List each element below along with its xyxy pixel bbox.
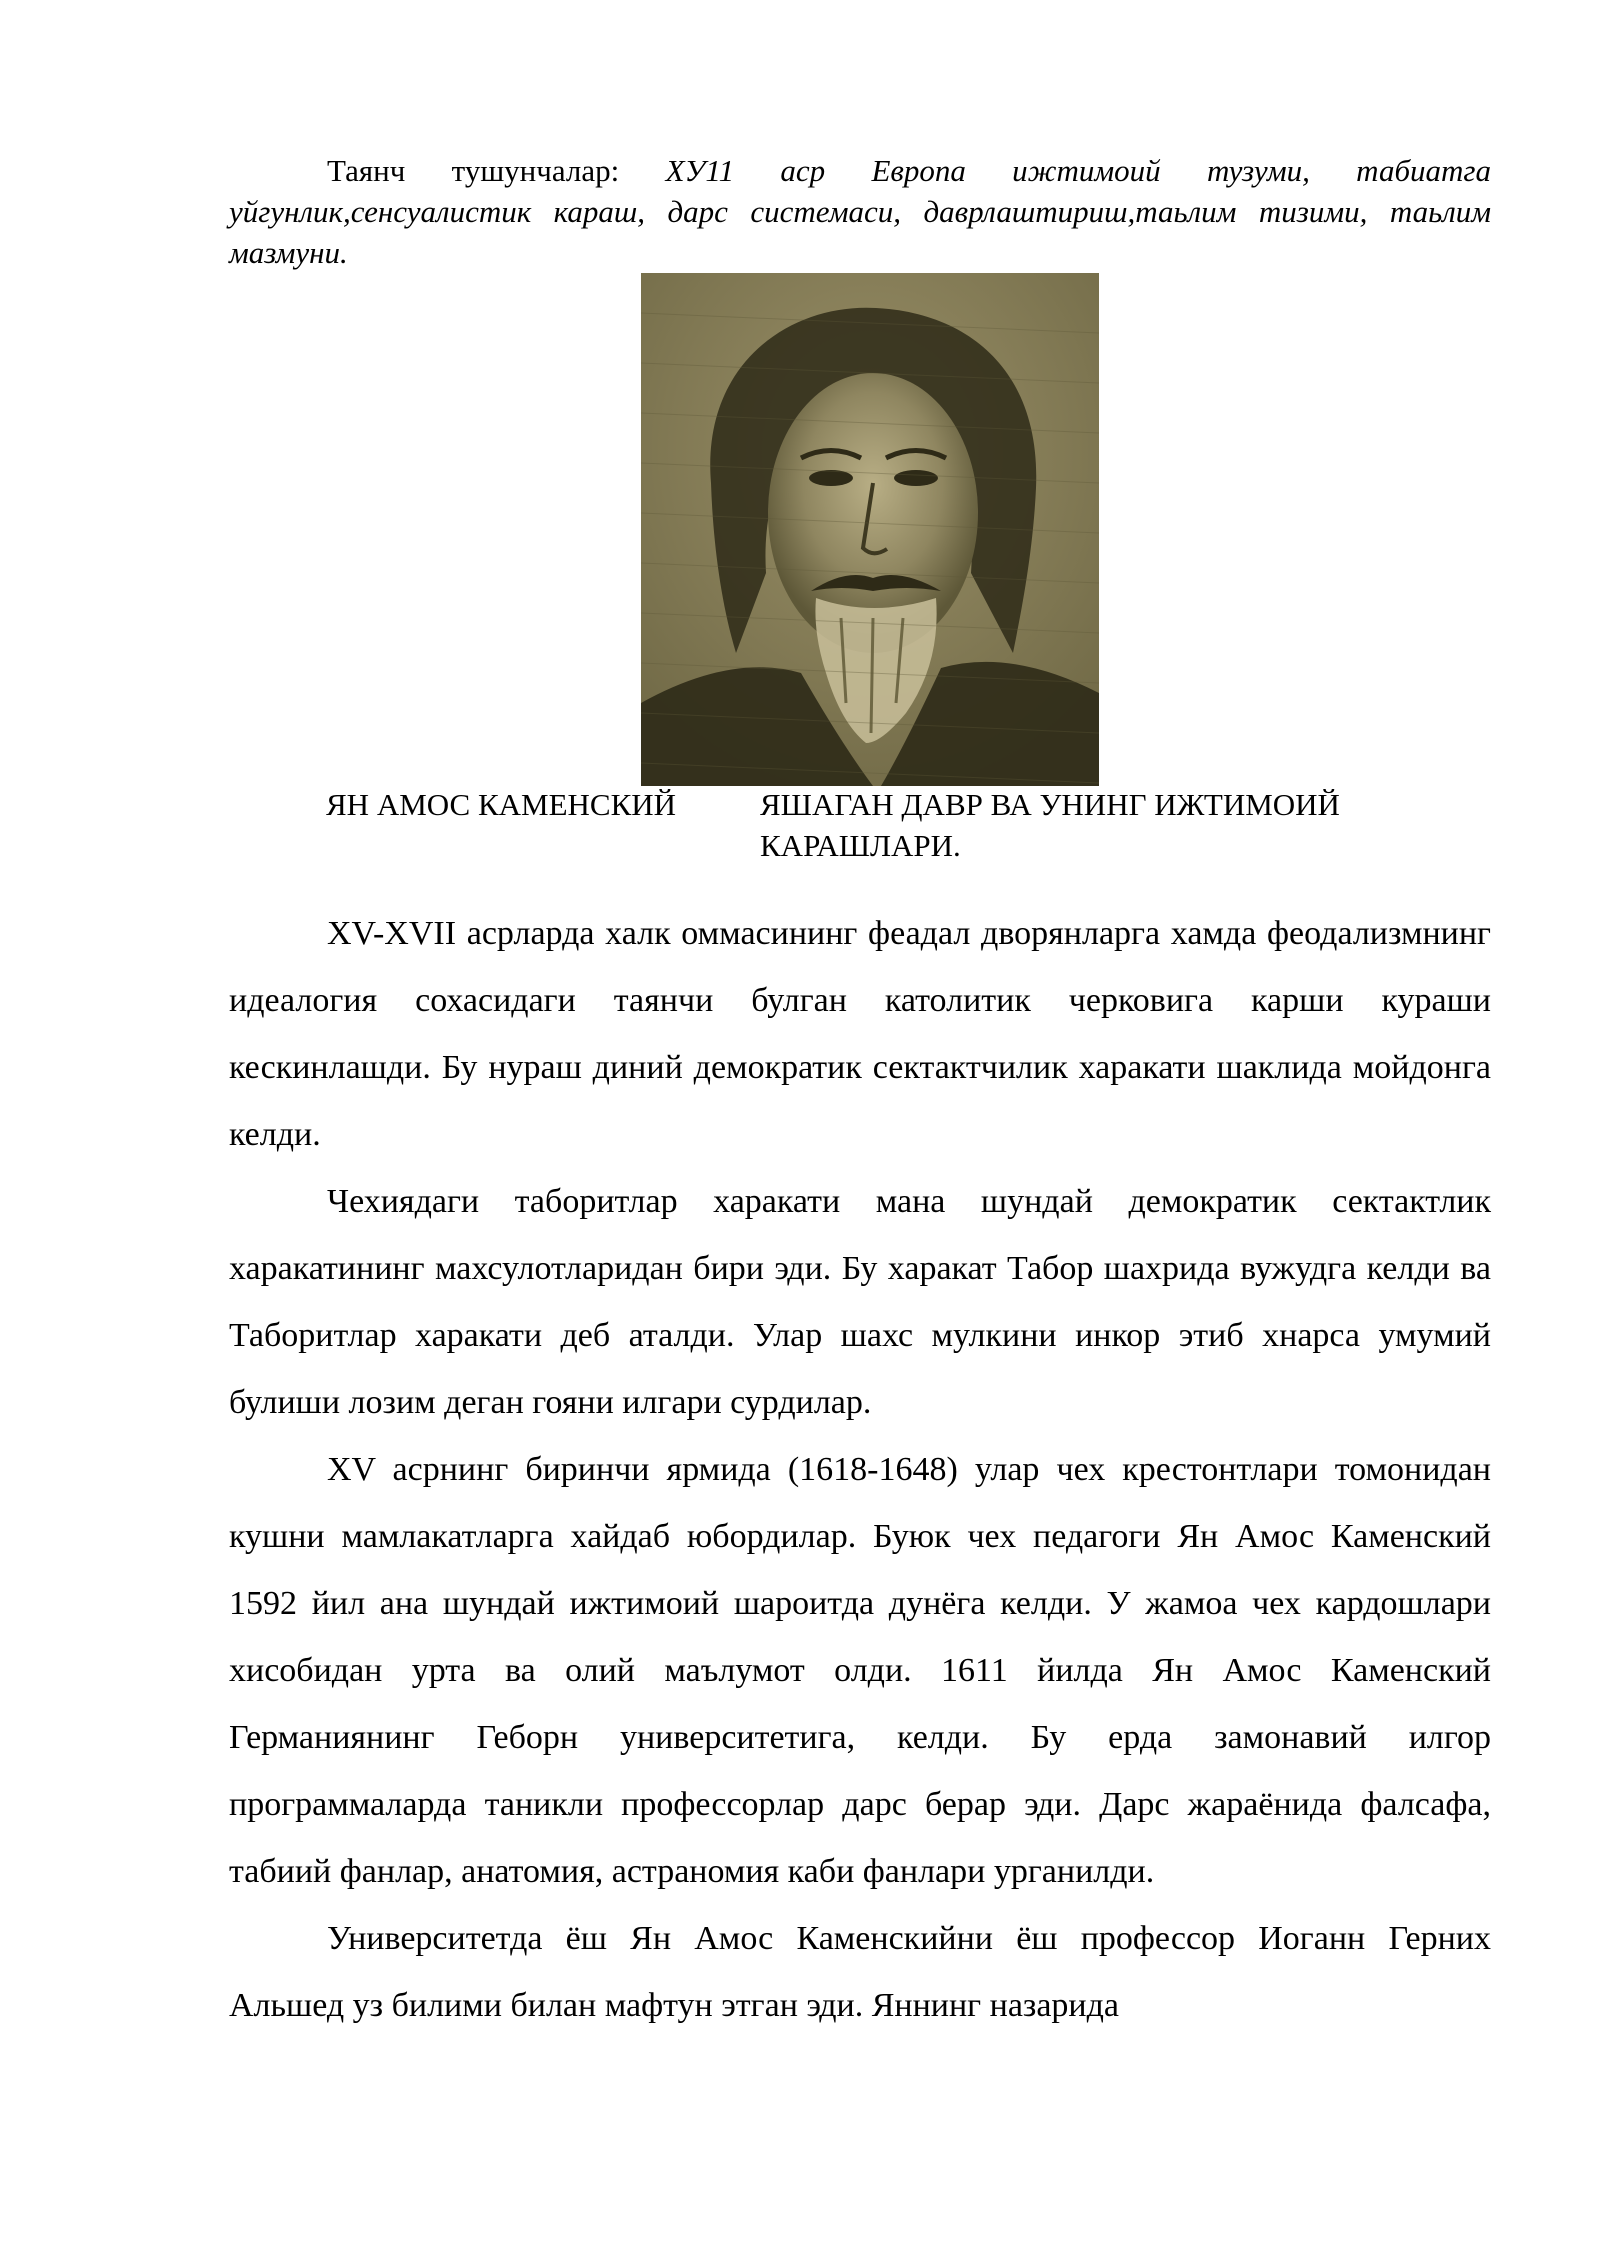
paragraph: XV асрнинг биринчи ярмида (1618-1648) улар чех крестонтлари томонидан кушни мамлакатларга хайдаб юбордилар. Буюк чех педагоги Ян Амос Каменский 1592 йил ана шундай ижтимоий шароитда дунёга келди. У жамоа чех кардошлари хисобидан урта ва олий маълумот олди. 1611 йилда Ян Амос Каменский Германиянинг Геборн университетига, келди. Бу ерда замонавий илгор программаларда таникли профессорлар дарс берар эди. Дарс жараёнида фалсафа, табиий фанлар, анатомия, астраномия каби фанлари урганилди. [229,1451,1491,1890]
body-text [229,900,1491,2039]
heading-name: ЯН АМОС КАМЕНСКИЙ [326,787,677,822]
heading-title-line2: КАРАШЛАРИ. [760,828,961,863]
heading-title-line1: ЯШАГАН ДАВР ВА УНИНГ ИЖТИМОИЙ [760,787,1340,822]
key-concepts-terms: ХУ11 аср Европа ижтимоий тузуми, табиатга уйгунлик,сенсуалистик караш, дарс системаси, даврлаштириш,таьлим тизими, таьлим мазмуни. [229,153,1492,270]
portrait-icon [641,273,1099,786]
paragraph: Университетда ёш Ян Амос Каменскийни ёш профессор Иоганн Герних Альшед уз билими билан мафтун этган эди. Яннинг назарида [229,1920,1491,2024]
portrait-image [641,273,1099,786]
key-concepts-label: Таянч тушунчалар: [327,153,620,188]
paragraph: Чехиядаги таборитлар харакати мана шундай демократик сектактлик харакатининг махсулотларидан бири эди. Бу харакат Табор шахрида вужудга келди ва Таборитлар харакати деб аталди. Улар шахс мулкини инкор этиб хнарса умумий булиши лозим деган гояни илгари сурдилар. [229,1183,1491,1421]
heading-title [760,784,1460,866]
paragraph: XV-XVII асрларда халк оммасининг феадал дворянларга хамда феодализмнинг идеалогия сохасидаги таянчи булган католитик черковига карши кураши кескинлашди. Бу нураш диний демократик сектактчилик харакати шаклида мойдонга келди. [229,915,1491,1153]
key-concepts [229,150,1491,273]
